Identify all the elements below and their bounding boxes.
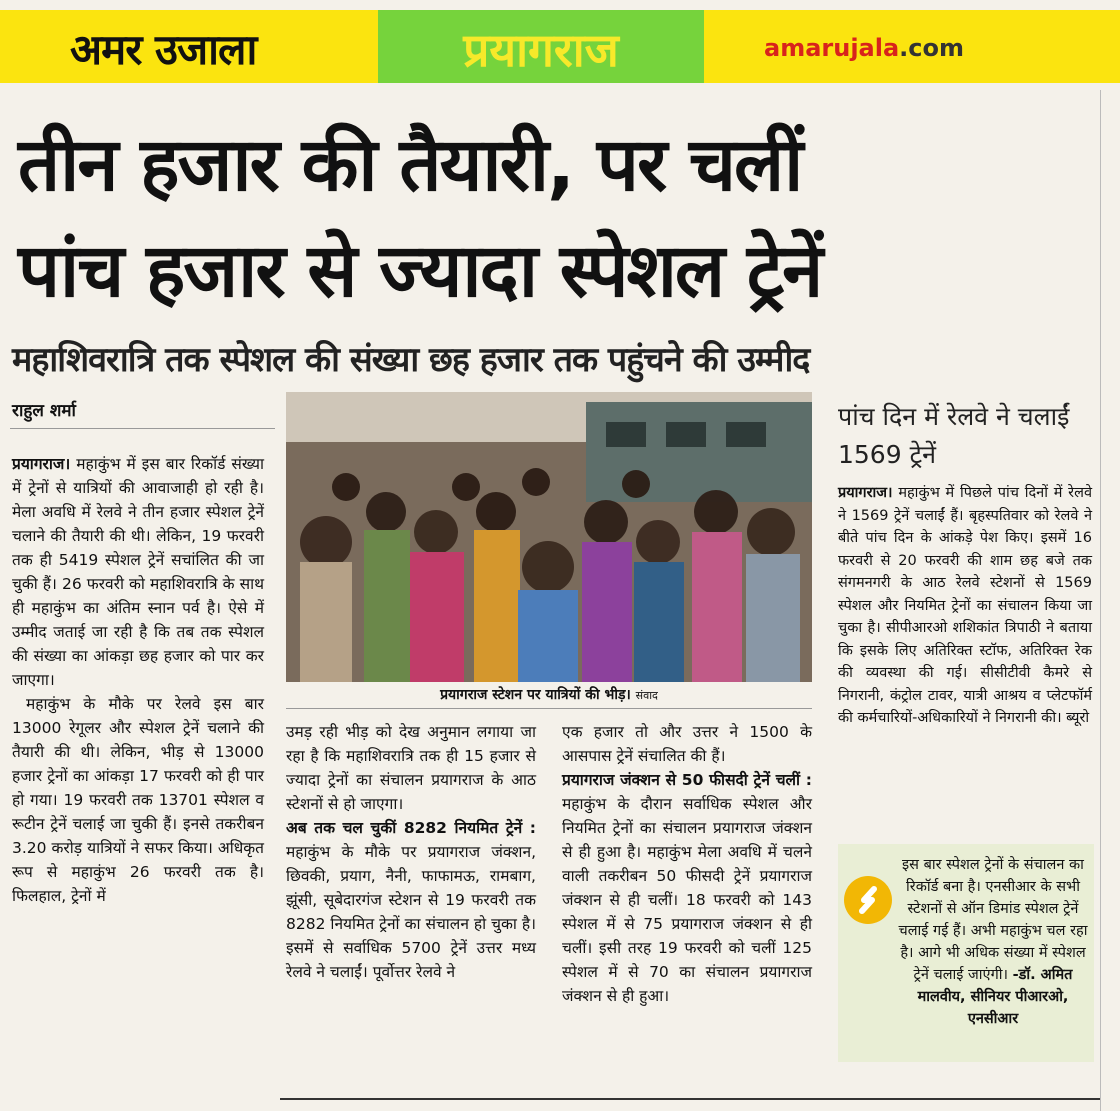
newspaper-logo: अमर उजाला	[70, 25, 257, 74]
city-edition: प्रयागराज	[463, 23, 619, 77]
sidebar-story	[838, 482, 1092, 730]
quote-box	[838, 844, 1094, 1062]
column-3-paragraph-2: प्रयागराज जंक्शन से 50 फीसदी ट्रेनें चलीं : महाकुंभ के दौरान सर्वाधिक स्पेशल और नियमित ट्रेनों का संचालन प्रयागराज जंक्शन से ही हुआ है। महाकुंभ मेला अवधि में चलने वाली तकरीबन 50 फीसदी ट्रेनें प्रयागराज जंक्शन से ही चलीं। 18 फरवरी को 143 स्पेशल में से 75 प्रयागराज जंक्शन से ही चलीं। इसी तरह 19 फरवरी को चलीं 125 स्पेशल में से 70 का संचालन प्रयागराज जंक्शन से ही हुआ।	[562, 771, 812, 1005]
photo-caption: प्रयागराज स्टेशन पर यात्रियों की भीड़। संवाद	[286, 682, 812, 709]
sidebar-body: प्रयागराज। महाकुंभ में पिछले पांच दिनों में रेलवे ने 1569 ट्रेनें चलाईं हैं। बृहस्पतिवार को रेलवे ने बीते पांच दिन के आंकड़े पेश किए। इसमें 16 फरवरी से 20 फरवरी की शाम छह बजे तक संगमनगरी के आठ रेलवे स्टेशनों से 1569 स्पेशल और नियमित ट्रेनों का संचालन किया जा चुका है। सीपीआरओ शशिकांत त्रिपाठी ने बताया कि इसके लिए अतिरिक्त स्टॉफ, अतिरिक्त रेक की व्यवस्था की गई। सीसीटीवी कैमरे से निगरानी, कंट्रोल टावर, यात्री आश्रय व प्लेटफॉर्म की कर्मचारियों-अधिकारियों ने निगरानी की। ब्यूरो	[838, 485, 1093, 726]
byline-divider	[10, 428, 275, 429]
masthead-site-panel	[704, 10, 1120, 83]
crowd-photo-illustration	[286, 392, 812, 682]
column-3-paragraph-1: एक हजार तो और उत्तर ने 1500 के आसपास ट्रेनें संचालित की हैं।	[562, 723, 812, 765]
page-bottom-rule	[280, 1098, 1100, 1100]
photo-credit: संवाद	[635, 689, 658, 702]
website-label: amarujala.com	[764, 34, 965, 62]
quote-text: इस बार स्पेशल ट्रेनों के संचालन का रिकॉर्ड बना है। एनसीआर के सभी स्टेशनों से ऑन डिमांड स्पेशल ट्रेनें चलाई गई हैं। अभी महाकुंभ चल रहा है। आगे भी अधिक संख्या में स्पेशल ट्रेनें चलाई जाएंगी। -डॉ. अमित मालवीय, सीनियर पीआरओ, एनसीआर	[898, 857, 1088, 1027]
adjacent-column-edge	[1100, 90, 1120, 1111]
headline-line-1: तीन हजार की तैयारी, पर चलीं	[18, 122, 802, 208]
column-1-paragraph-2: महाकुंभ के मौके पर रेलवे इस बार 13000 रेगूलर और स्पेशल ट्रेनें चलाने की तैयारी की थी। लेकिन, भीड़ से 13000 हजार ट्रेनों का आंकड़ा 17 फरवरी को ही पार हो गया। 19 फरवरी तक 13701 स्पेशल व रूटीन ट्रेनें चलाई जा चुकी हैं। इनसे तकरीबन 3.20 करोड़ यात्रियों ने सफर किया। अधिकृत रूप से महाकुंभ 26 फरवरी तक है। फिलहाल, ट्रेनों में	[12, 695, 264, 905]
quote-author: -डॉ. अमित मालवीय, सीनियर पीआरओ, एनसीआर	[917, 967, 1073, 1027]
subheadline: महाशिवरात्रि तक स्पेशल की संख्या छह हजार तक पहुंचने की उम्मीद	[12, 340, 810, 380]
column-2-paragraph-1: उमड़ रही भीड़ को देख अनुमान लगाया जा रहा है कि महाशिवरात्रि तक ही 15 हजार से ज्यादा ट्रेनों का संचालन प्रयागराज के आठ स्टेशनों से हो जाएगा।	[286, 723, 536, 813]
sidebar-title: पांच दिन में रेलवे ने चलाईं 1569 ट्रेनें	[838, 402, 1070, 469]
column-2-paragraph-2: अब तक चल चुकीं 8282 नियमित ट्रेनें : महाकुंभ के मौके पर प्रयागराज जंक्शन, छिवकी, प्रयाग, नैनी, फाफामऊ, रामबाग, झूंसी, सूबेदारगंज स्टेशन से 19 फरवरी तक 8282 नियमित ट्रेनों का संचालन हो चुका है। इसमें से सर्वाधिक 5700 ट्रेनें उत्तर मध्य रेलवे ने चलाईं। पूर्वोत्तर रेलवे ने	[286, 819, 536, 981]
masthead-logo-panel	[0, 10, 378, 83]
masthead-city-panel	[378, 10, 704, 83]
article-column-1	[12, 452, 264, 908]
byline: राहुल शर्मा	[12, 401, 76, 421]
masthead	[0, 10, 1120, 83]
article-column-2	[286, 720, 536, 984]
article-column-3	[562, 720, 812, 1008]
headline	[18, 112, 1098, 324]
headline-line-2: पांच हजार से ज्यादा स्पेशल ट्रेनें	[18, 228, 822, 314]
column-1-paragraph-1: प्रयागराज। महाकुंभ में इस बार रिकॉर्ड संख्या में ट्रेनों से यात्रियों की आवाजाही हो रही है। मेला अवधि में रेलवे ने तीन हजार स्पेशल ट्रेनें चलाने की तैयारी की थी। लेकिन, 19 फरवरी तक ही 5419 स्पेशल ट्रेनें सचांलित की जा चुकी हैं। 26 फरवरी को महाशिवरात्रि के साथ ही महाकुंभ का अंतिम स्नान पर्व है। ऐसे में उम्मीद जताई जा रही है कि तब तक स्पेशल की संख्या का आंकड़ा छह हजार को पार कर जाएगा।	[12, 455, 264, 689]
news-photo	[286, 392, 812, 682]
quote-logo-icon	[844, 876, 892, 924]
